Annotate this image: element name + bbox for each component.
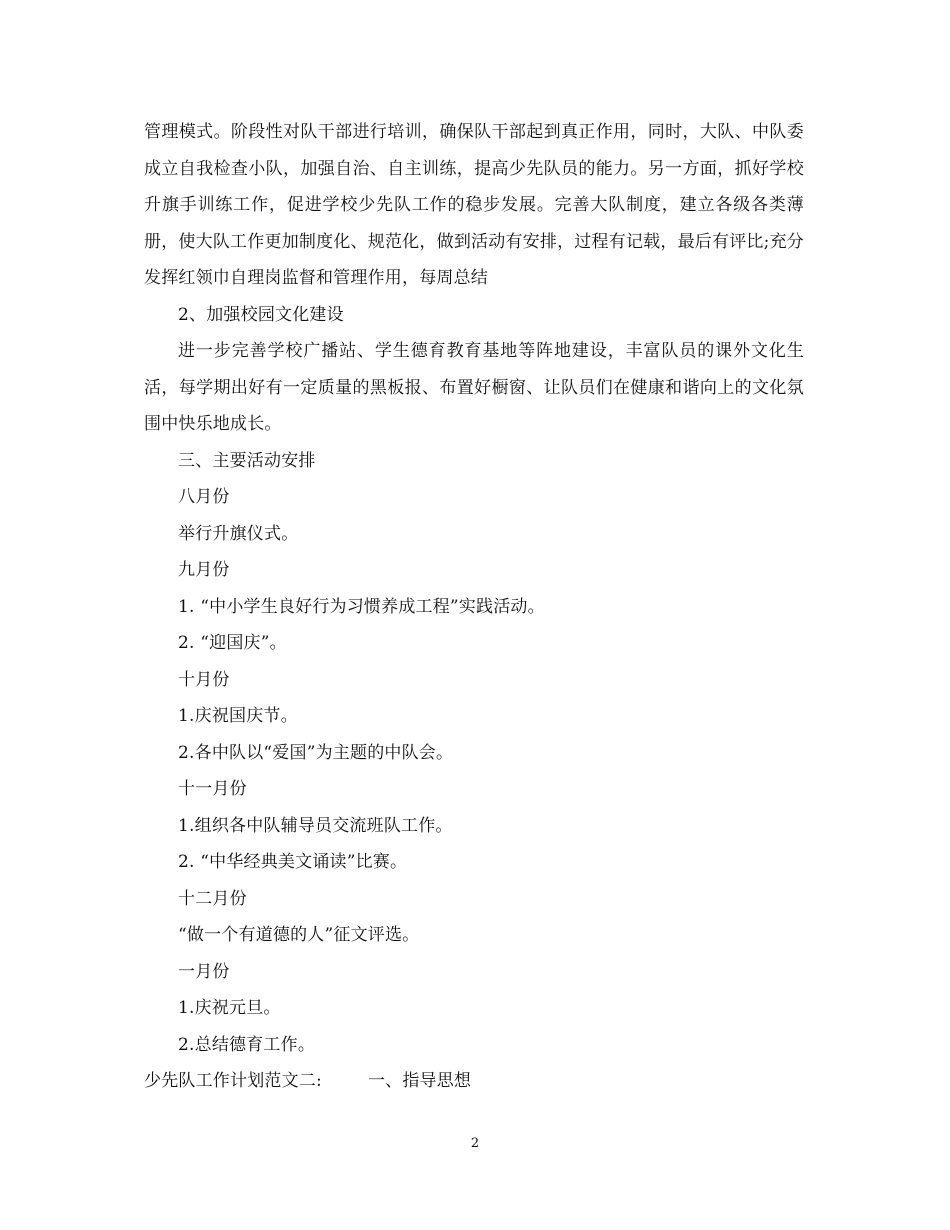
paragraph-management: 管理模式。阶段性对队干部进行培训，确保队干部起到真正作用，同时，大队、中队委成立自我检查小队，加强自治、自主训练，提高少先队员的能力。另一方面，抓好学校升旗手训练工作，促进学校少先队工作的稳步发展。完善大队制度，建立各级各类薄册，使大队工作更加制度化、规范化，做到活动有安排，过程有记载，最后有评比;充分发挥红领巾自理岗监督和管理作用，每周总结	[144, 122, 804, 288]
schedule-month-august: 八月份	[178, 487, 230, 507]
sample-two-title: 少先队工作计划范文二:	[144, 1071, 322, 1091]
schedule-item: 1.组织各中队辅导员交流班队工作。	[178, 815, 453, 836]
schedule-item: 2.总结德育工作。	[178, 1034, 316, 1055]
schedule-month-december: 十二月份	[178, 888, 247, 909]
sample-two-heading-line	[144, 1063, 804, 1100]
guiding-ideology-heading: 一、指导思想	[367, 1071, 472, 1091]
schedule-month-september: 九月份	[178, 560, 230, 580]
page-number: 2	[470, 1136, 480, 1151]
schedule-item: 1.庆祝国庆节。	[178, 706, 298, 726]
paragraph-campus-culture	[144, 333, 804, 443]
schedule-month-january: 一月份	[178, 961, 230, 982]
schedule-item: 2. “迎国庆”。	[178, 633, 287, 653]
schedule-item: 2.各中队以“爱国”为主题的中队会。	[178, 742, 454, 763]
schedule-item: 举行升旗仪式。	[178, 523, 299, 544]
schedule-month-october: 十月份	[178, 669, 230, 690]
schedule-item: 1.庆祝元旦。	[178, 998, 281, 1018]
schedule-item: “做一个有道德的人”征文评选。	[178, 925, 420, 945]
paragraph-campus-culture-text: 进一步完善学校广播站、学生德育教育基地等阵地建设，丰富队员的课外文化生活，每学期出好有一定质量的黑板报、布置好橱窗、让队员们在健康和谐向上的文化氛围中快乐地成长。	[144, 341, 804, 434]
document-body	[144, 114, 804, 1100]
heading-main-activities: 三、主要活动安排	[178, 450, 316, 471]
schedule-item: 2. “中华经典美文诵读”比赛。	[178, 852, 408, 872]
heading-campus-culture: 2、加强校园文化建设	[178, 304, 344, 325]
schedule-month-november: 十一月份	[178, 779, 247, 799]
schedule-item: 1. “中小学生良好行为习惯养成工程”实践活动。	[178, 596, 545, 617]
